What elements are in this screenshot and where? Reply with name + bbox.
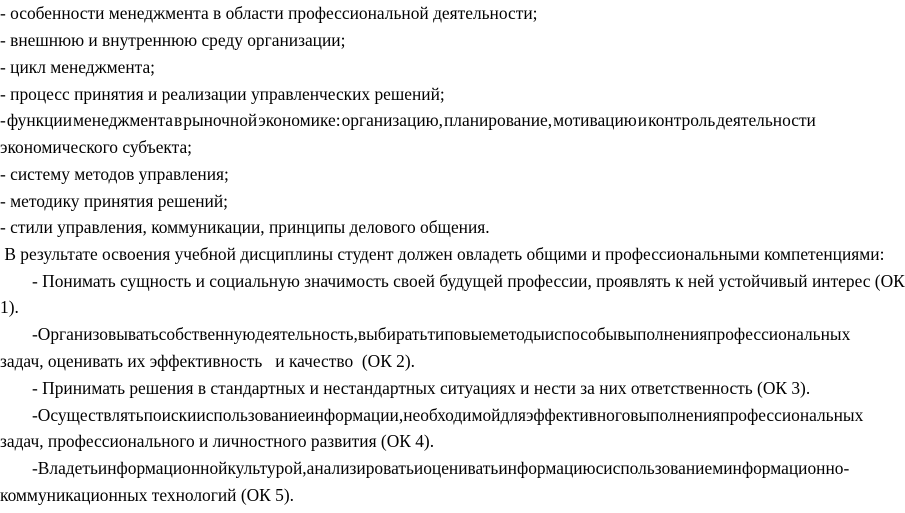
word: информацию (498, 458, 596, 478)
word: и (187, 405, 197, 425)
word: функции (6, 110, 73, 130)
word: менеджмента (73, 110, 173, 130)
word: необходимой (403, 405, 501, 425)
word: Осуществлять (37, 405, 144, 425)
word: анализировать (306, 458, 414, 478)
word: и (544, 324, 555, 344)
list-item: - процесс принятия и реализации управленческих решений; (0, 84, 445, 104)
word: и (413, 458, 424, 478)
list-item-continuation: экономического субъекта; (0, 137, 192, 157)
word: и (637, 110, 648, 130)
word: деятельность, (255, 324, 358, 344)
word: использование (196, 405, 306, 425)
list-item: - особенности менеджмента в области профессиональной деятельности; (0, 3, 538, 23)
word: - (32, 458, 38, 478)
word: для (500, 405, 527, 425)
list-item: - внешнюю и внутреннюю среду организации; (0, 30, 346, 50)
word: использованием (603, 458, 724, 478)
word: информационной (97, 458, 228, 478)
word: профессиональных (707, 324, 851, 344)
word: - (32, 324, 38, 344)
word: - (0, 110, 6, 130)
word: способы (554, 324, 618, 344)
word: - (32, 405, 38, 425)
word: планирование, (443, 110, 553, 130)
competency-item (32, 405, 864, 425)
word: поиск (143, 405, 188, 425)
competency-continuation: задач, профессионального и личностного развития (ОК 4). (0, 431, 435, 451)
list-item-justified (0, 110, 816, 130)
word: методы (489, 324, 545, 344)
word: информационно- (723, 458, 850, 478)
word: мотивацию (553, 110, 637, 130)
word: информации, (305, 405, 404, 425)
word: типовые (427, 324, 490, 344)
competency-item (32, 324, 851, 344)
word: эффективного (526, 405, 631, 425)
word: организацию, (341, 110, 443, 130)
word: выполнения (630, 405, 721, 425)
word: Владеть (37, 458, 98, 478)
list-item: - методику принятия решений; (0, 191, 228, 211)
word: в (174, 110, 183, 130)
word: экономике: (258, 110, 341, 130)
word: Организовывать (37, 324, 159, 344)
list-item: - систему методов управления; (0, 164, 229, 184)
competency-continuation: 1). (0, 297, 19, 317)
competency-item: - Принимать решения в стандартных и нестандартных ситуациях и нести за них ответственность (ОК 3). (32, 378, 811, 398)
word: деятельности (716, 110, 816, 130)
word: собственную (158, 324, 256, 344)
word: с (595, 458, 604, 478)
intro-paragraph: В результате освоения учебной дисциплины студент должен овладеть общими и профессиональными компетенциями: (0, 244, 885, 264)
competency-item: - Понимать сущность и социальную значимость своей будущей профессии, проявлять к ней устойчивый интерес (ОК (32, 271, 905, 291)
word: профессиональных (720, 405, 864, 425)
word: выбирать (357, 324, 428, 344)
word: оценивать (423, 458, 499, 478)
competency-continuation: задач, оценивать их эффективность и качество (ОК 2). (0, 351, 415, 371)
list-item: - цикл менеджмента; (0, 57, 156, 77)
word: выполнения (617, 324, 708, 344)
competency-item (32, 458, 850, 478)
competency-continuation: коммуникационных технологий (ОК 5). (0, 485, 294, 505)
list-item: - стили управления, коммуникации, принципы делового общения. (0, 217, 490, 237)
word: рыночной (183, 110, 258, 130)
word: культурой, (227, 458, 307, 478)
word: контроль (648, 110, 716, 130)
